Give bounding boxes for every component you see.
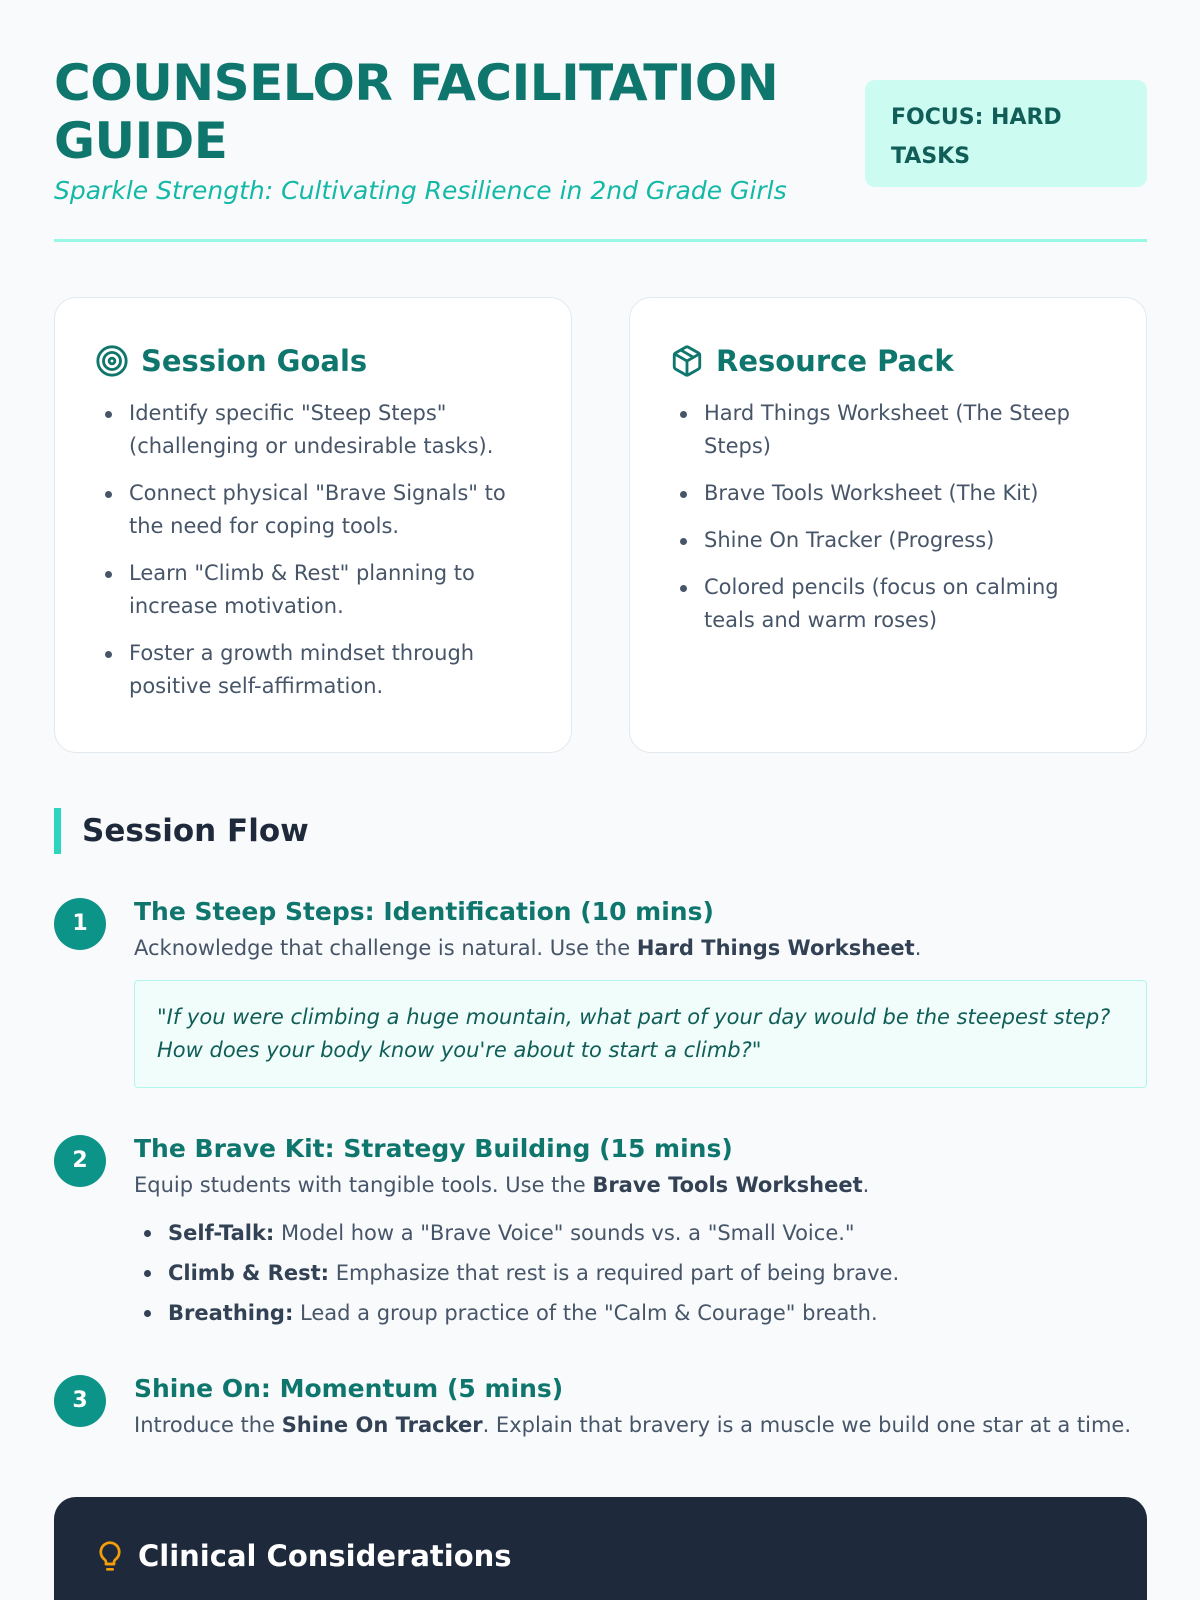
facilitator-prompt-quote: "If you were climbing a huge mountain, what part of your day would be the steepest step? How does your body know you're about to start a climb?" (134, 980, 1147, 1088)
flow-step-1 (54, 894, 1147, 1088)
session-goals-list (95, 397, 531, 703)
list-item: Foster a growth mindset through positive self-affirmation. (129, 637, 531, 703)
step-title: Shine On: Momentum (5 mins) (134, 1374, 564, 1403)
list-item: Connect physical "Brave Signals" to the need for coping tools. (129, 477, 531, 543)
lightbulb-icon (94, 1540, 126, 1572)
session-goals-card (54, 297, 572, 753)
list-item: Identify specific "Steep Steps" (challenging or undesirable tasks). (129, 397, 531, 463)
flow-step-3 (54, 1371, 1147, 1443)
strategy-list (134, 1213, 1147, 1333)
clinical-considerations-header (94, 1539, 1107, 1573)
session-goals-header (95, 341, 531, 381)
target-icon (95, 344, 129, 378)
list-item: Self-Talk: Model how a "Brave Voice" sounds vs. a "Small Voice." (168, 1213, 1147, 1253)
list-item: Shine On Tracker (Progress) (704, 524, 1106, 557)
header (54, 0, 1147, 242)
step-number-badge: 3 (54, 1375, 106, 1427)
step-title: The Steep Steps: Identification (10 mins) (134, 897, 714, 926)
session-flow-title: Session Flow (54, 808, 309, 854)
resource-pack-card (629, 297, 1147, 753)
step-title: The Brave Kit: Strategy Building (15 mins) (134, 1134, 733, 1163)
list-item: Learn "Climb & Rest" planning to increase motivation. (129, 557, 531, 623)
list-item: Climb & Rest: Emphasize that rest is a required part of being brave. (168, 1253, 1147, 1293)
guide-page (54, 0, 1147, 1573)
package-icon (670, 344, 704, 378)
page-title: COUNSELOR FACILITATION GUIDE (54, 54, 779, 170)
resource-pack-title: Resource Pack (716, 344, 954, 378)
clinical-considerations-title: Clinical Considerations (138, 1539, 512, 1573)
flow-step-2 (54, 1131, 1147, 1333)
focus-badge: FOCUS: HARD TASKS (865, 80, 1147, 187)
resource-pack-list (670, 397, 1106, 637)
step-number-badge: 1 (54, 898, 106, 950)
step-description: Introduce the Shine On Tracker. Explain that bravery is a muscle we build one star at a time. (134, 1413, 1132, 1437)
page-subtitle: Sparkle Strength: Cultivating Resilience in 2nd Grade Girls (54, 176, 787, 205)
step-description: Acknowledge that challenge is natural. Use the Hard Things Worksheet. (134, 936, 922, 960)
list-item: Breathing: Lead a group practice of the "Calm & Courage" breath. (168, 1293, 1147, 1333)
resource-pack-header (670, 341, 1106, 381)
clinical-considerations-panel (54, 1497, 1147, 1600)
step-description: Equip students with tangible tools. Use the Brave Tools Worksheet. (134, 1173, 870, 1197)
list-item: Colored pencils (focus on calming teals and warm roses) (704, 571, 1106, 637)
list-item: Brave Tools Worksheet (The Kit) (704, 477, 1106, 510)
step-number-badge: 2 (54, 1135, 106, 1187)
list-item: Hard Things Worksheet (The Steep Steps) (704, 397, 1106, 463)
session-goals-title: Session Goals (141, 344, 368, 378)
